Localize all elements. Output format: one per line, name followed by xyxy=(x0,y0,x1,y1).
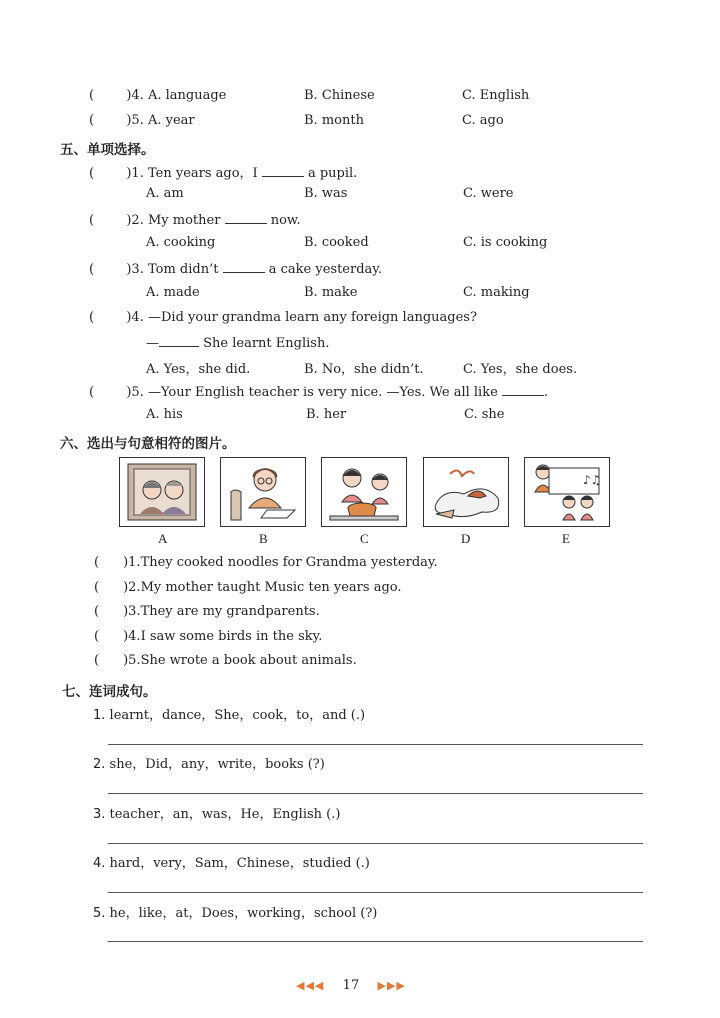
sec7-item-2: 2. she，Did，any，write，books (?) xyxy=(93,757,325,772)
answer-paren[interactable]: ( xyxy=(94,555,100,570)
picture-e-music xyxy=(524,457,610,527)
picture-c-cooking xyxy=(321,457,407,527)
option-c: C. is cooking xyxy=(463,235,548,250)
answer-paren[interactable]: ( xyxy=(94,629,100,644)
answer-paren[interactable]: ( xyxy=(89,385,95,400)
picture-label-e: E xyxy=(562,531,570,546)
sec7-item-4: 4. hard，very，Sam，Chinese，studied (.) xyxy=(93,856,370,871)
sec5-q3: ( )3. Tom didn’t a cake yesterday. xyxy=(89,262,383,277)
answer-line[interactable] xyxy=(108,843,643,844)
sec6-item-4: ( )4.I saw some birds in the sky. xyxy=(94,629,323,644)
answer-paren[interactable]: ( xyxy=(89,88,95,103)
answer-paren[interactable]: ( xyxy=(94,604,100,619)
picture-label-b: B xyxy=(259,531,268,546)
picture-d-birds xyxy=(423,457,509,527)
answer-line[interactable] xyxy=(108,941,643,942)
answer-paren[interactable]: ( xyxy=(89,166,95,181)
option-b: B. cooked xyxy=(304,235,369,250)
option-b: B. month xyxy=(304,113,364,128)
option-b: B. was xyxy=(304,186,348,201)
picture-label-c: C xyxy=(360,531,369,546)
picture-label-d: D xyxy=(461,531,471,546)
answer-line[interactable] xyxy=(108,793,643,794)
fill-blank[interactable] xyxy=(502,383,544,396)
option-c: C. were xyxy=(463,186,514,201)
answer-paren[interactable]: ( xyxy=(94,580,100,595)
picture-a-grandparents xyxy=(119,457,205,527)
answer-line[interactable] xyxy=(108,892,643,893)
answer-paren[interactable]: ( xyxy=(89,113,95,128)
sec5-q1: ( )1. Ten years ago，I a pupil. xyxy=(89,166,358,181)
section-5-title: 五、单项选择。 xyxy=(60,142,155,158)
option-c: C. English xyxy=(462,88,530,103)
sec7-item-1: 1. learnt，dance，She，cook，to，and (.) xyxy=(93,708,366,723)
picture-b-writing xyxy=(220,457,306,527)
section-7-title: 七、连词成句。 xyxy=(62,684,157,700)
option-a: A. made xyxy=(146,285,200,300)
option-b: B. No，she didn’t. xyxy=(304,362,424,377)
sec6-item-3: ( )3.They are my grandparents. xyxy=(94,604,320,619)
fill-blank[interactable] xyxy=(223,260,265,273)
cont-q4: ( )4. A. language xyxy=(89,88,227,103)
sec7-item-3: 3. teacher，an，was，He，English (.) xyxy=(93,807,341,822)
next-arrows-icon: ▶▶▶ xyxy=(377,979,406,992)
option-c: C. she xyxy=(464,407,505,422)
option-c: C. making xyxy=(463,285,530,300)
option-a: A. cooking xyxy=(146,235,216,250)
sec6-item-1: ( )1.They cooked noodles for Grandma yesterday. xyxy=(94,555,438,570)
answer-paren[interactable]: ( xyxy=(89,310,95,325)
sec6-item-2: ( )2.My mother taught Music ten years ago. xyxy=(94,580,402,595)
sec5-q2: ( )2. My mother now. xyxy=(89,213,301,228)
page-number: 17 xyxy=(342,978,360,993)
sec5-q4: ( )4. —Did your grandma learn any foreign languages? xyxy=(89,310,477,325)
option-c: C. Yes，she does. xyxy=(463,362,578,377)
answer-paren[interactable]: ( xyxy=(89,213,95,228)
sec5-q5: ( )5. —Your English teacher is very nice. —Yes. We all like . xyxy=(89,385,549,400)
option-b: B. Chinese xyxy=(304,88,375,103)
option-a: A. Yes，she did. xyxy=(146,362,251,377)
fill-blank[interactable] xyxy=(159,334,199,347)
option-c: C. ago xyxy=(462,113,504,128)
sec5-q4-reply: — She learnt English. xyxy=(146,336,330,351)
answer-line[interactable] xyxy=(108,744,643,745)
option-a: A. am xyxy=(146,186,184,201)
answer-paren[interactable]: ( xyxy=(94,653,100,668)
sec6-item-5: ( )5.She wrote a book about animals. xyxy=(94,653,357,668)
sec7-item-5: 5. he，like，at，Does，working，school (?) xyxy=(93,906,378,921)
option-b: B. make xyxy=(304,285,358,300)
cont-q5: ( )5. A. year xyxy=(89,113,195,128)
option-b: B. her xyxy=(306,407,347,422)
answer-paren[interactable]: ( xyxy=(89,262,95,277)
prev-arrows-icon: ◀◀◀ xyxy=(296,979,325,992)
svg-text:♪♫: ♪♫ xyxy=(583,473,602,487)
fill-blank[interactable] xyxy=(262,164,304,177)
fill-blank[interactable] xyxy=(225,211,267,224)
option-a: A. his xyxy=(146,407,183,422)
picture-label-a: A xyxy=(158,531,168,546)
page-footer xyxy=(296,978,406,993)
section-6-title: 六、选出与句意相符的图片。 xyxy=(60,436,236,452)
